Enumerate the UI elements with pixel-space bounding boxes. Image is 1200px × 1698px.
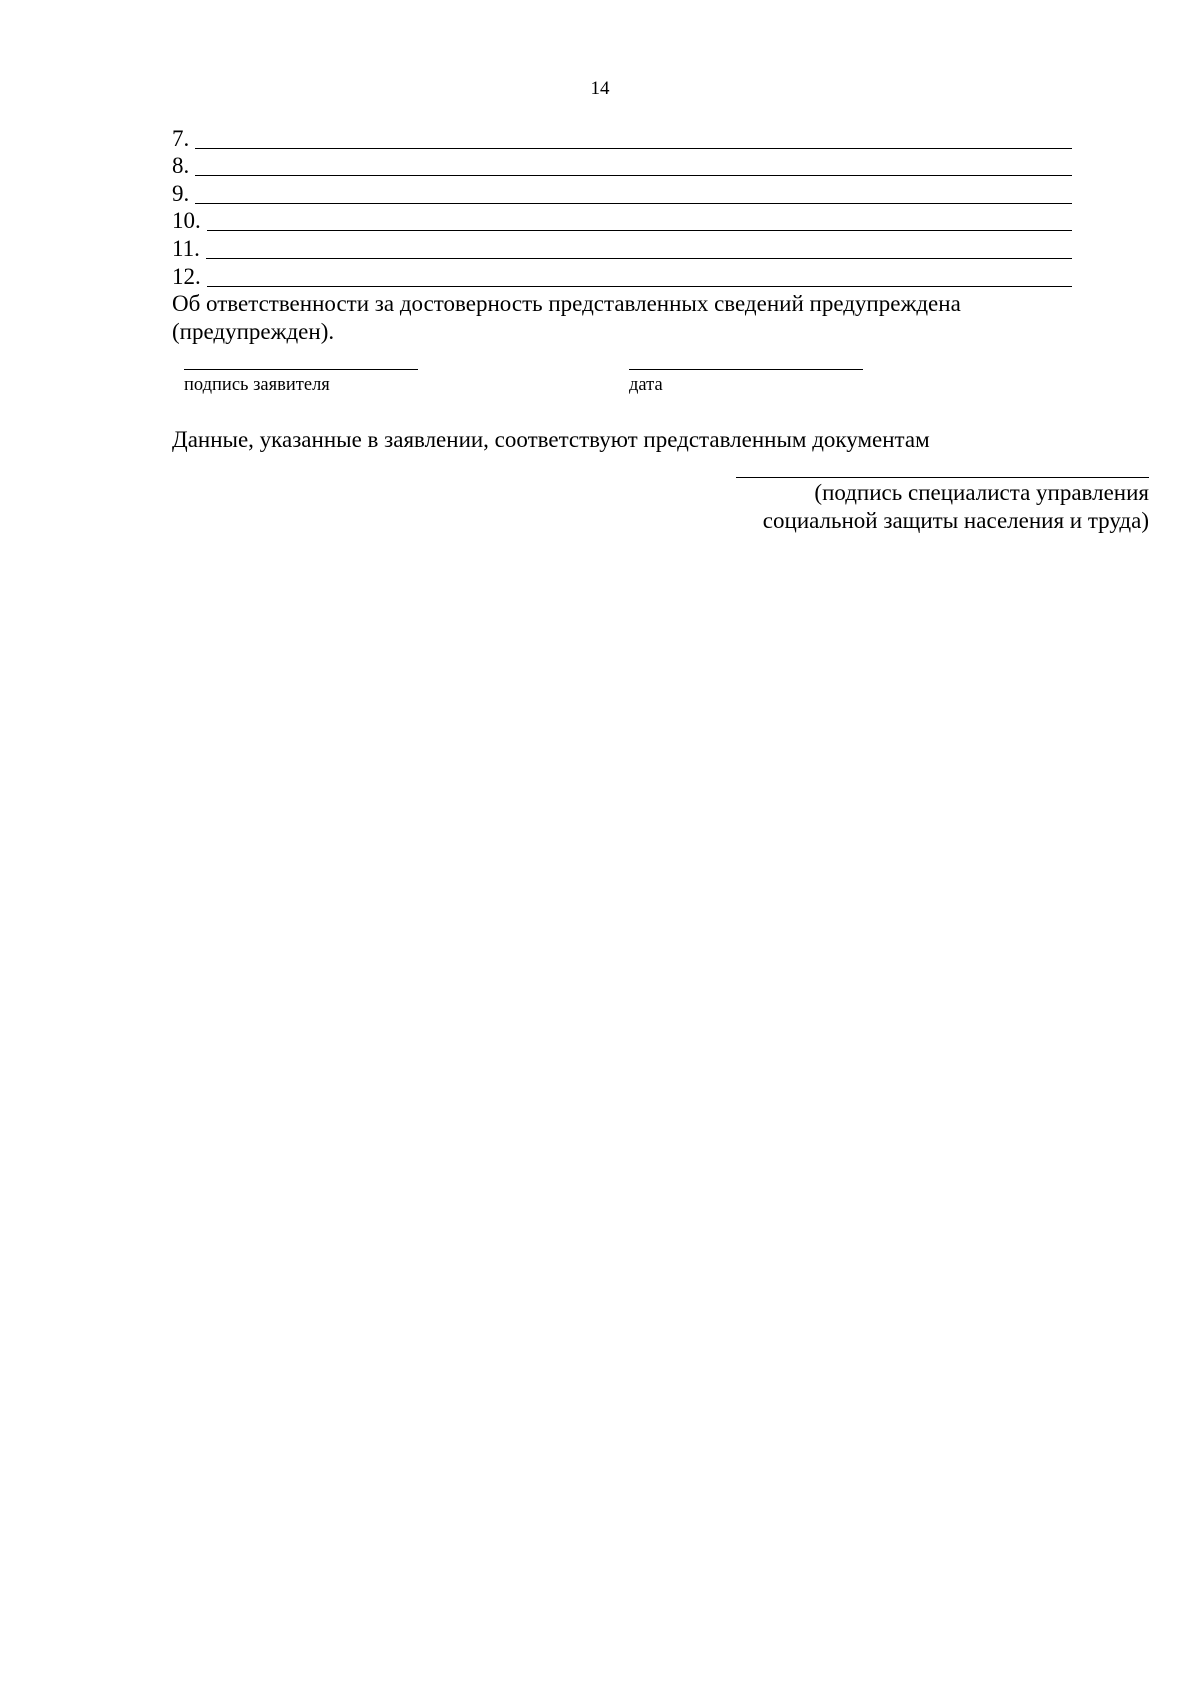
specialist-caption-line-1: (подпись специалиста управления xyxy=(814,480,1149,505)
line-number: 10. xyxy=(172,208,201,234)
responsibility-statement: Об ответственности за достоверность представленных сведений предупреждена (предупрежден). xyxy=(172,291,961,344)
fill-in-line xyxy=(207,286,1072,287)
line-number: 8. xyxy=(172,153,190,179)
fill-in-line xyxy=(206,258,1072,259)
fill-in-line xyxy=(195,175,1072,176)
line-number: 12. xyxy=(172,263,201,289)
date-line xyxy=(629,369,863,370)
applicant-signature-caption: подпись заявителя xyxy=(184,375,330,395)
line-number: 11. xyxy=(172,235,200,261)
data-verification-statement: Данные, указанные в заявлении, соответствуют представленным документам xyxy=(172,427,930,452)
numbered-line xyxy=(172,262,1072,290)
numbered-line xyxy=(172,207,1072,235)
fill-in-line xyxy=(195,148,1072,149)
applicant-signature-line xyxy=(184,369,418,370)
line-number: 7. xyxy=(172,125,190,151)
specialist-caption-line-2: социальной защиты населения и труда) xyxy=(762,508,1149,533)
fill-in-line xyxy=(195,203,1072,204)
numbered-line xyxy=(172,152,1072,180)
numbered-line xyxy=(172,124,1072,152)
page-number: 14 xyxy=(590,78,610,99)
numbered-lines-list xyxy=(172,124,1072,290)
numbered-line xyxy=(172,234,1072,262)
date-caption: дата xyxy=(629,375,663,395)
line-number: 9. xyxy=(172,180,190,206)
fill-in-line xyxy=(207,230,1072,231)
specialist-signature-line xyxy=(736,477,1149,478)
specialist-signature-caption xyxy=(700,479,1149,535)
numbered-line xyxy=(172,179,1072,207)
